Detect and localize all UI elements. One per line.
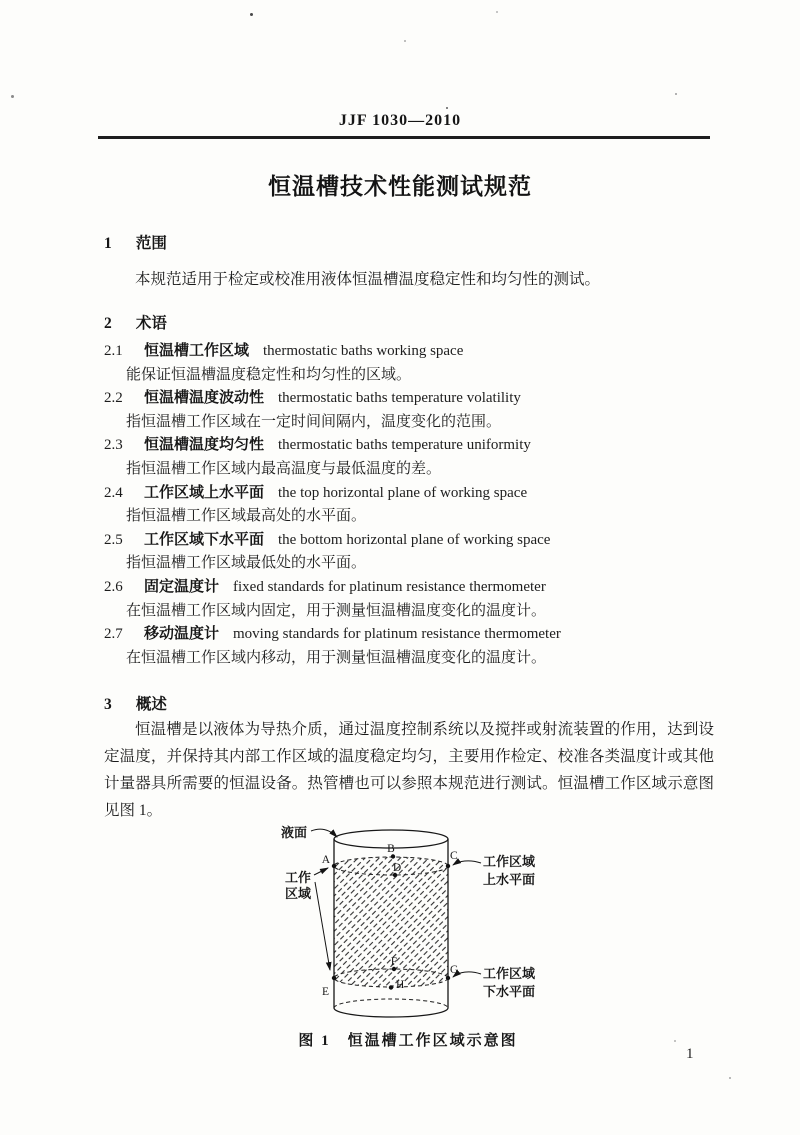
scan-speck	[675, 93, 677, 95]
term-en-title: thermostatic baths temperature uniformity	[278, 437, 531, 454]
section-scope-number: 1	[104, 235, 112, 252]
working-area-label-line2: 区域	[285, 886, 312, 901]
bottom-plane-label-line1: 工作区域	[483, 966, 536, 981]
header-rule	[98, 136, 710, 139]
term-item-2-4	[104, 482, 720, 506]
term-zh-title: 恒温槽温度均匀性	[144, 437, 265, 454]
term-definition: 指恒温槽工作区域内最高温度与最低温度的差。	[126, 460, 442, 477]
term-zh-title: 工作区域上水平面	[144, 484, 265, 501]
section-overview-number: 3	[104, 696, 112, 713]
figure-1-diagram	[253, 818, 558, 1023]
point-d-label: D	[392, 862, 402, 874]
point-f-label: F	[390, 956, 398, 968]
term-number: 2.7	[104, 626, 123, 643]
term-number: 2.6	[104, 578, 123, 595]
term-en-title: thermostatic baths working space	[263, 343, 464, 359]
scan-speck	[446, 107, 448, 109]
term-number: 2.1	[104, 343, 123, 359]
doc-code: JJF 1030—2010	[338, 112, 462, 129]
working-area-leader-top	[314, 868, 328, 875]
section-terms-title: 术语	[135, 315, 167, 332]
scan-speck	[496, 11, 498, 13]
term-en-title: the bottom horizontal plane of working space	[278, 531, 551, 548]
term-number: 2.4	[104, 484, 123, 501]
term-zh-title: 恒温槽温度波动性	[144, 390, 265, 407]
term-en-title: thermostatic baths temperature volatility	[278, 390, 521, 407]
term-item-2-1	[104, 340, 720, 364]
term-definition: 在恒温槽工作区域内移动，用于测量恒温槽温度变化的温度计。	[126, 649, 547, 666]
scan-speck	[404, 40, 406, 42]
section-scope-heading	[104, 231, 167, 253]
scope-body: 本规范适用于检定或校准用液体恒温槽温度稳定性和均匀性的测试。	[135, 271, 601, 288]
scan-speck	[11, 95, 14, 98]
cylinder-bottom-front-arc	[334, 1008, 448, 1017]
scan-speck	[250, 13, 253, 16]
term-en-title: the top horizontal plane of working space	[278, 484, 528, 501]
point-h-dot	[389, 985, 393, 989]
term-definition: 指恒温槽工作区域最低处的水平面。	[126, 555, 367, 572]
term-number: 2.3	[104, 437, 123, 454]
term-zh-title: 恒温槽工作区域	[144, 343, 250, 359]
section-terms-heading	[104, 311, 167, 333]
point-g-label: G	[450, 964, 459, 976]
point-c-dot	[446, 864, 450, 868]
term-zh-title: 固定温度计	[144, 578, 220, 595]
working-area-leader-bottom	[315, 882, 330, 970]
term-en-title: moving standards for platinum resistance thermometer	[233, 626, 561, 643]
term-item-2-6	[104, 576, 720, 600]
term-item-2-7	[104, 623, 720, 647]
term-item-2-3	[104, 434, 720, 458]
figure-1-caption: 图 1 恒温槽工作区域示意图	[298, 1033, 518, 1049]
term-zh-title: 移动温度计	[144, 626, 220, 643]
term-zh-title: 工作区域下水平面	[144, 531, 265, 548]
term-definition: 指恒温槽工作区域最高处的水平面。	[126, 508, 367, 525]
term-definition: 能保证恒温槽温度稳定性和均匀性的区域。	[126, 366, 412, 383]
bottom-plane-label-line2: 下水平面	[483, 984, 536, 999]
page-number: 1	[686, 1046, 694, 1062]
point-b-label: B	[387, 843, 395, 855]
doc-title: 恒温槽技术性能测试规范	[268, 174, 532, 199]
point-e-label: E	[321, 986, 329, 998]
liquid-surface-leader-line	[311, 829, 337, 837]
section-overview-title: 概述	[135, 696, 167, 713]
section-terms-number: 2	[104, 315, 112, 332]
term-en-title: fixed standards for platinum resistance thermometer	[233, 578, 546, 595]
term-definition: 在恒温槽工作区域内固定，用于测量恒温槽温度变化的温度计。	[126, 602, 547, 619]
term-item-2-5	[104, 529, 720, 553]
point-e-dot	[332, 976, 336, 980]
point-h-label: H	[396, 979, 405, 991]
term-number: 2.2	[104, 390, 123, 407]
overview-body: 恒温槽是以液体为导热介质，通过温度控制系统以及搅拌或射流装置的作用，达到设定温度，并保持其内部工作区域的温度稳定均匀，主要用作检定、校准各类温度计或其他计量器具所需要的恒温设备。热管槽也可以参照本规范进行测试。恒温槽工作区域示意图见图 1。	[104, 721, 714, 819]
point-c-label: C	[450, 850, 458, 862]
term-number: 2.5	[104, 531, 123, 548]
term-definition: 指恒温槽工作区域在一定时间间隔内，温度变化的范围。	[126, 413, 502, 430]
top-plane-label-line2: 上水平面	[483, 872, 536, 887]
section-overview-heading	[104, 692, 167, 714]
scan-speck	[674, 1040, 676, 1042]
top-plane-label-line1: 工作区域	[483, 854, 536, 869]
point-g-dot	[446, 976, 450, 980]
point-a-label: A	[321, 854, 330, 866]
point-a-dot	[332, 864, 336, 868]
liquid-surface-label: 液面	[281, 825, 308, 840]
terms-list	[104, 340, 720, 670]
section-scope-title: 范围	[135, 235, 167, 252]
working-area-label-line1: 工作	[285, 870, 312, 885]
term-item-2-2	[104, 387, 720, 411]
scan-speck	[729, 1077, 731, 1079]
cylinder-bottom-back-arc	[334, 999, 448, 1008]
